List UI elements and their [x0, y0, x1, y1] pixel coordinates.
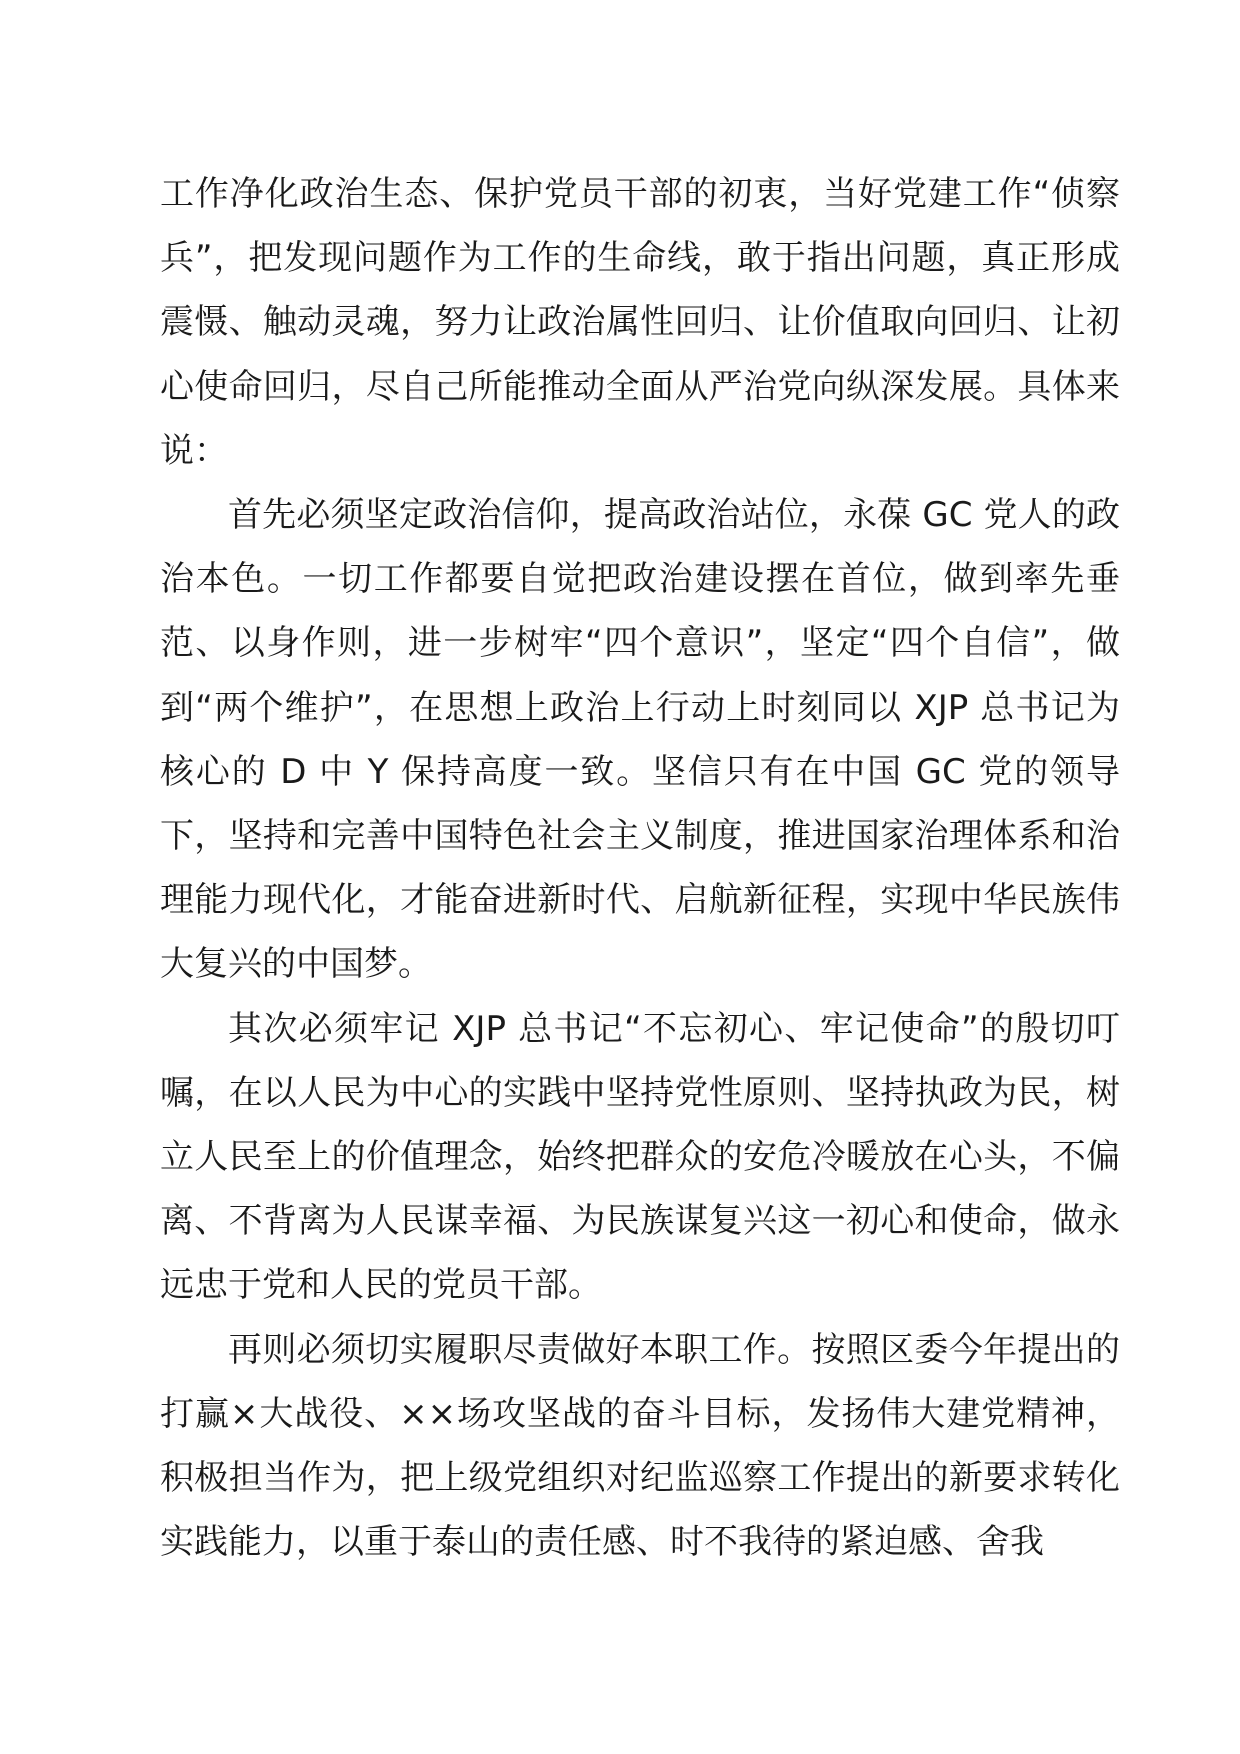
paragraph-original-mission: 其次必须牢记 XJP 总书记“不忘初心、牢记使命”的殷切叮嘱，在以人民为中心的实践中坚持党性原则、坚持执政为民，树立人民至上的价值理念，始终把群众的安危冷暖放在心头，不偏离、不背离为人民谋幸福、为民族谋复兴这一初心和使命，做永远忠于党和人民的党员干部。	[160, 1008, 1120, 1306]
paragraph-political-belief: 首先必须坚定政治信仰，提高政治站位，永葆 GC 党人的政治本色。一切工作都要自觉把政治建设摆在首位，做到率先垂范、以身作则，进一步树牢“四个意识”，坚定“四个自信”，做到“两个维护”，在思想上政治上行动上时刻同以 XJP 总书记为核心的 D 中 Y 保持高度一致。坚信只有在中国 GC 党的领导下，坚持和完善中国特色社会主义制度，推进国家治理体系和治理能力现代化，才能奋进新时代、启航新征程，实现中华民族伟大复兴的中国梦。	[160, 495, 1120, 985]
paragraph-duty-performance: 再则必须切实履职尽责做好本职工作。按照区委今年提出的打赢×大战役、××场攻坚战的奋斗目标，发扬伟大建党精神，积极担当作为，把上级党组织对纪监巡察工作提出的新要求转化实践能力，以重于泰山的责任感、时不我待的紧迫感、舍我	[160, 1329, 1120, 1563]
document-body	[160, 162, 1120, 1574]
paragraph-continuation: 工作净化政治生态、保护党员干部的初衷，当好党建工作“侦察兵”，把发现问题作为工作的生命线，敢于指出问题，真正形成震慑、触动灵魂，努力让政治属性回归、让价值取向回归、让初心使命回归，尽自己所能推动全面从严治党向纵深发展。具体来说：	[160, 174, 1120, 471]
